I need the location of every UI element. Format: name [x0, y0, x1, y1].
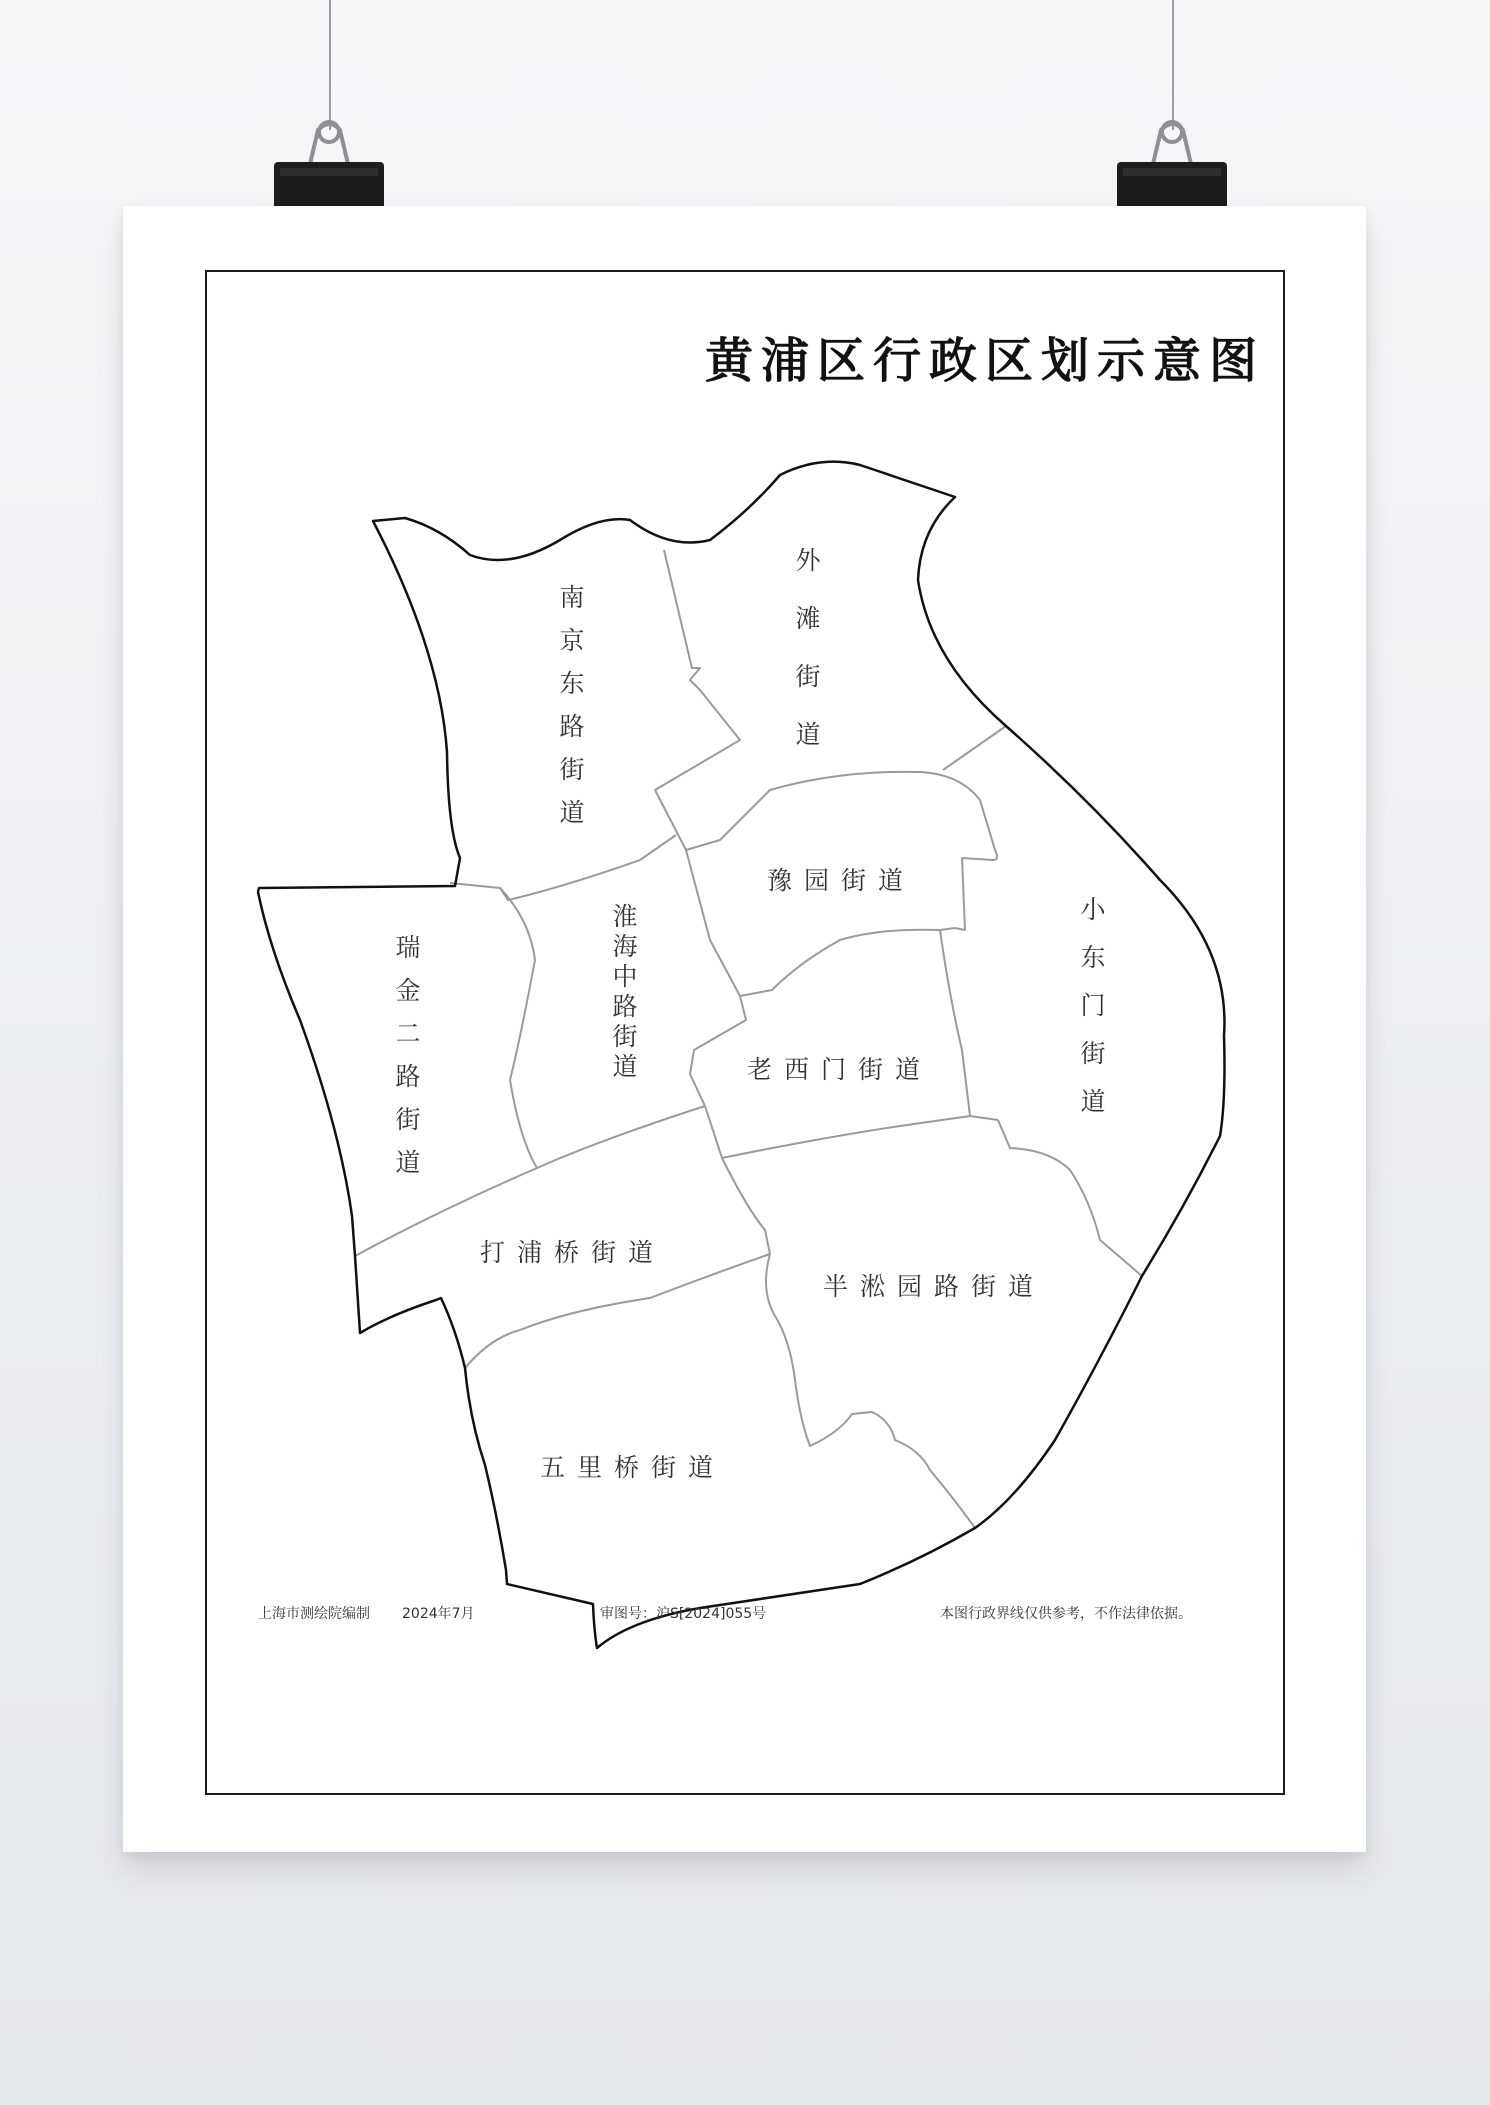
footer-approval-number: 审图号：沪S[2024]055号: [600, 1606, 767, 1622]
boundary-dapu-bansong: [722, 1158, 770, 1254]
boundary-waitan-xiaodongmen: [943, 726, 1006, 770]
district-label-dapuqiao: 打浦桥街道: [480, 1238, 666, 1267]
district-label-ruijin: 瑞金二路街道: [395, 933, 421, 1177]
district-label-bansongyuan: 半淞园路街道: [823, 1272, 1046, 1301]
boundary-ruijin-huaihai: [500, 888, 537, 1168]
footer-date: 2024年7月: [402, 1606, 475, 1622]
boundary-yuyuan-left: [686, 850, 740, 996]
boundary-nanjing-waitan: [655, 550, 740, 850]
boundary-laoximen-right: [940, 930, 970, 1116]
district-label-xiaodongmen: 小东门街道: [1080, 895, 1106, 1116]
district-label-nanjing-east: 南京东路街道: [559, 583, 585, 827]
boundary-laoximen-bottom: [705, 1106, 998, 1158]
boundary-huaihai-laoximen: [690, 996, 746, 1106]
footer-disclaimer: 本图行政界线仅供参考，不作法律依据。: [940, 1606, 1192, 1622]
boundary-nanjing-huaihai: [450, 835, 676, 900]
district-label-yuyuan: 豫园街道: [767, 866, 916, 895]
district-label-laoximen: 老西门街道: [747, 1055, 933, 1084]
district-label-huaihai: 淮海中路街道: [612, 902, 638, 1081]
boundary-xiaodongmen-bansong: [998, 1120, 1142, 1276]
map-title: 黄浦区行政区划示意图: [704, 333, 1265, 389]
footer-compiler: 上海市测绘院编制: [258, 1606, 370, 1622]
boundary-dapu-wuli: [465, 1254, 770, 1368]
district-label-wuliqiao: 五里桥街道: [540, 1453, 726, 1482]
district-label-waitan: 外滩街道: [795, 546, 821, 749]
